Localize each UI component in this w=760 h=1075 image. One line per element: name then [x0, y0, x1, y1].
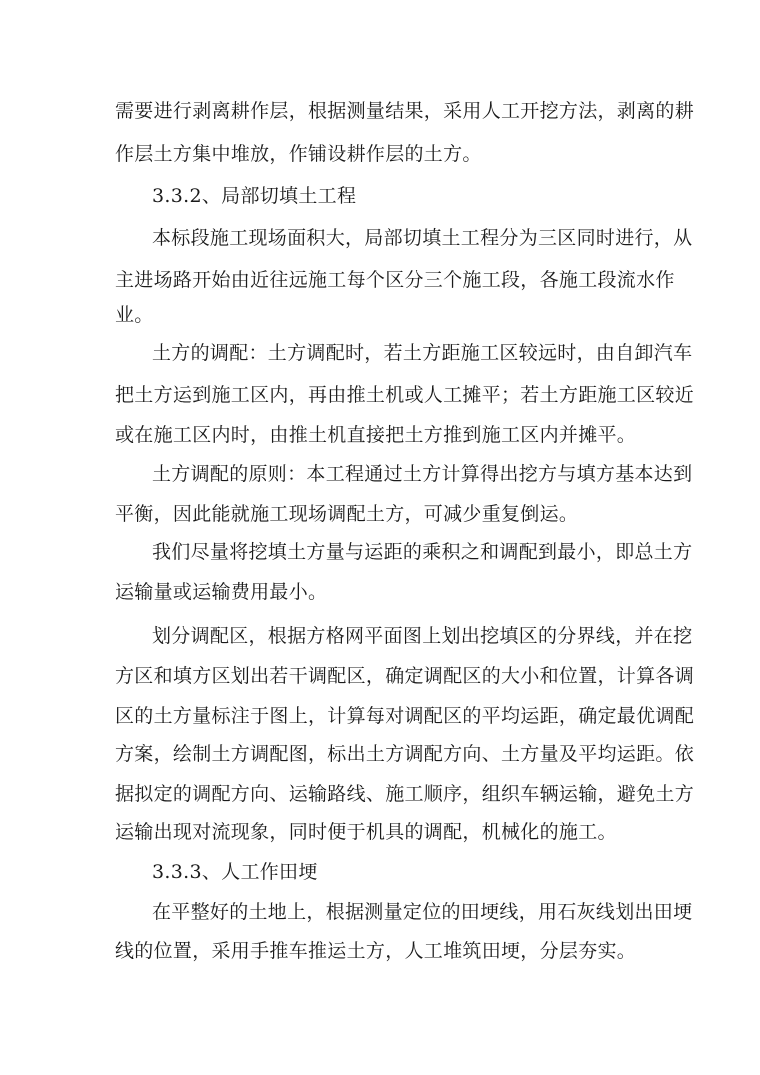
text-line: 我们尽量将挖填土方量与运距的乘积之和调配到最小，即总土方: [152, 541, 693, 563]
text-line: 业。: [115, 304, 154, 326]
text-line: 主进场路开始由近往远施工每个区分三个施工段，各施工段流水作: [115, 269, 675, 291]
text-line: 平衡，因此能就施工现场调配土方，可减少重复倒运。: [115, 503, 579, 525]
text-line: 把土方运到施工区内，再由推土机或人工摊平；若土方距施工区较近: [115, 384, 695, 406]
text-line: 方案，绘制土方调配图，标出土方调配方向、土方量及平均运距。依: [115, 743, 695, 765]
section-heading-3-3-3: 3.3.3、人工作田埂: [152, 861, 318, 883]
text-line: 运输量或运输费用最小。: [115, 581, 328, 603]
text-line: 土方调配的原则：本工程通过土方计算得出挖方与填方基本达到: [152, 463, 693, 485]
text-line: 或在施工区内时，由推土机直接把土方推到施工区内并摊平。: [115, 424, 637, 446]
text-line: 作层土方集中堆放，作铺设耕作层的土方。: [115, 143, 482, 165]
text-line: 在平整好的土地上，根据测量定位的田埂线，用石灰线划出田埂: [152, 901, 693, 923]
text-line: 区的土方量标注于图上，计算每对调配区的平均运距，确定最优调配: [115, 705, 695, 727]
text-line: 本标段施工现场面积大，局部切填土工程分为三区同时进行，从: [152, 227, 693, 249]
text-line: 线的位置，采用手推车推运土方，人工堆筑田埂，分层夯实。: [115, 940, 637, 962]
text-line: 需要进行剥离耕作层，根据测量结果，采用人工开挖方法，剥离的耕: [115, 100, 695, 122]
text-line: 土方的调配：土方调配时，若土方距施工区较远时，由自卸汽车: [152, 342, 693, 364]
section-heading-3-3-2: 3.3.2、局部切填土工程: [152, 185, 357, 207]
text-line: 运输出现对流现象，同时便于机具的调配，机械化的施工。: [115, 821, 617, 843]
text-line: 方区和填方区划出若干调配区，确定调配区的大小和位置，计算各调: [115, 665, 695, 687]
text-line: 据拟定的调配方向、运输路线、施工顺序，组织车辆运输，避免土方: [115, 783, 695, 805]
text-line: 划分调配区，根据方格网平面图上划出挖填区的分界线，并在挖: [152, 625, 693, 647]
